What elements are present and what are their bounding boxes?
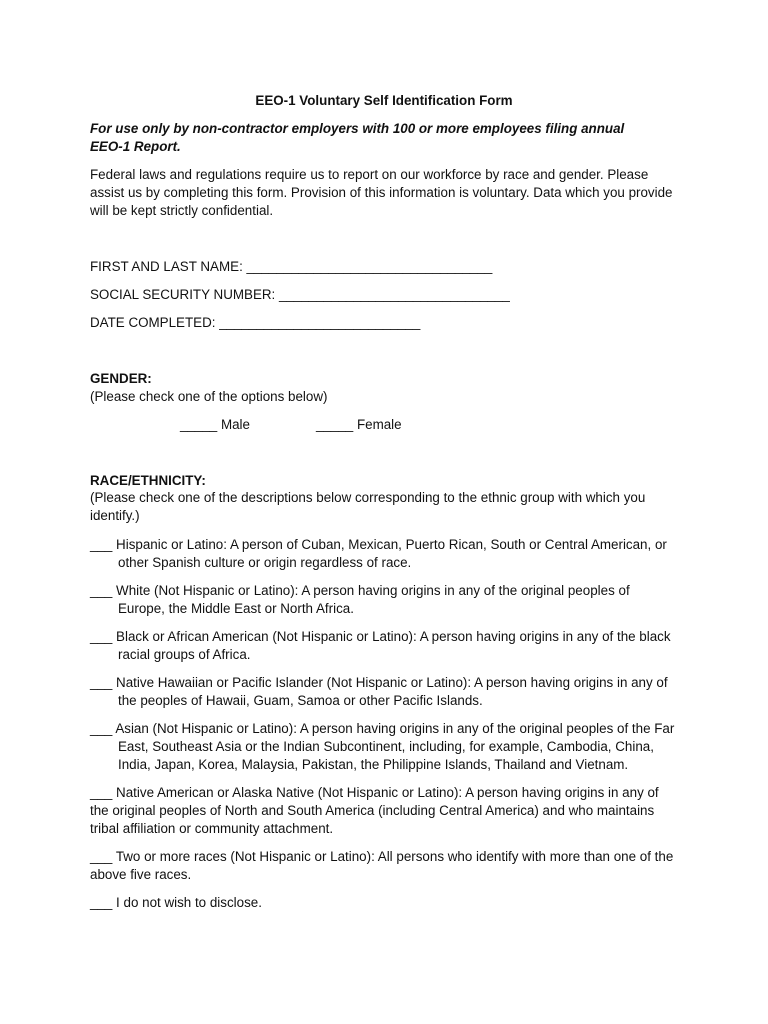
race-option-pacific-islander[interactable]: ___ Native Hawaiian or Pacific Islander (Not Hispanic or Latino): A person having origins in any of the peoples of Hawaii, Guam, Samoa or other Pacific Islands. — [90, 675, 668, 708]
date-completed-field[interactable]: DATE COMPLETED: ___________________________ — [90, 315, 421, 330]
race-option-two-or-more[interactable]: ___ Two or more races (Not Hispanic or Latino): All persons who identify with more than one of the above five races. — [90, 849, 674, 882]
race-option-black[interactable]: ___ Black or African American (Not Hispanic or Latino): A person having origins in any of the black racial groups of Africa. — [90, 629, 671, 662]
form-title: EEO-1 Voluntary Self Identification Form — [255, 93, 513, 108]
race-option-white[interactable]: ___ White (Not Hispanic or Latino): A person having origins in any of the original peoples of Europe, the Middle East or North Africa. — [90, 583, 630, 616]
form-subtitle: For use only by non-contractor employers with 100 or more employees filing annual EEO-1 Report. — [90, 121, 625, 154]
race-option-asian[interactable]: ___ Asian (Not Hispanic or Latino): A person having origins in any of the original peoples of the Far East, Southeast Asia or the Indian Subcontinent, including, for example, Cambodia, China, India, Japan, Korea, Malaysia, Pakistan, the Philippine Islands, Thailand and Vietnam. — [90, 721, 675, 772]
name-field[interactable]: FIRST AND LAST NAME: _________________________________ — [90, 259, 493, 274]
race-option-hispanic[interactable]: ___ Hispanic or Latino: A person of Cuban, Mexican, Puerto Rican, South or Central American, or other Spanish culture or origin regardless of race. — [90, 537, 667, 570]
race-option-native-american[interactable]: ___ Native American or Alaska Native (Not Hispanic or Latino): A person having origins in any of the original peoples of North and South America (including Central America) and who maintains tribal affiliation or community attachment. — [90, 785, 659, 836]
gender-instruction: (Please check one of the options below) — [90, 389, 328, 404]
race-instruction: (Please check one of the descriptions below corresponding to the ethnic group with which you identify.) — [90, 490, 646, 523]
race-heading: RACE/ETHNICITY: — [90, 473, 206, 488]
form-intro: Federal laws and regulations require us to report on our workforce by race and gender. Please assist us by completing this form. Provision of this information is voluntary. Data which you provide will be kept strictly confidential. — [90, 167, 673, 218]
gender-option-male[interactable]: _____ Male — [180, 417, 250, 432]
gender-option-female[interactable]: _____ Female — [316, 417, 402, 432]
race-option-decline[interactable]: ___ I do not wish to disclose. — [90, 895, 262, 910]
ssn-field[interactable]: SOCIAL SECURITY NUMBER: _______________________________ — [90, 287, 510, 302]
race-option-list — [90, 536, 680, 922]
gender-heading: GENDER: — [90, 371, 152, 386]
